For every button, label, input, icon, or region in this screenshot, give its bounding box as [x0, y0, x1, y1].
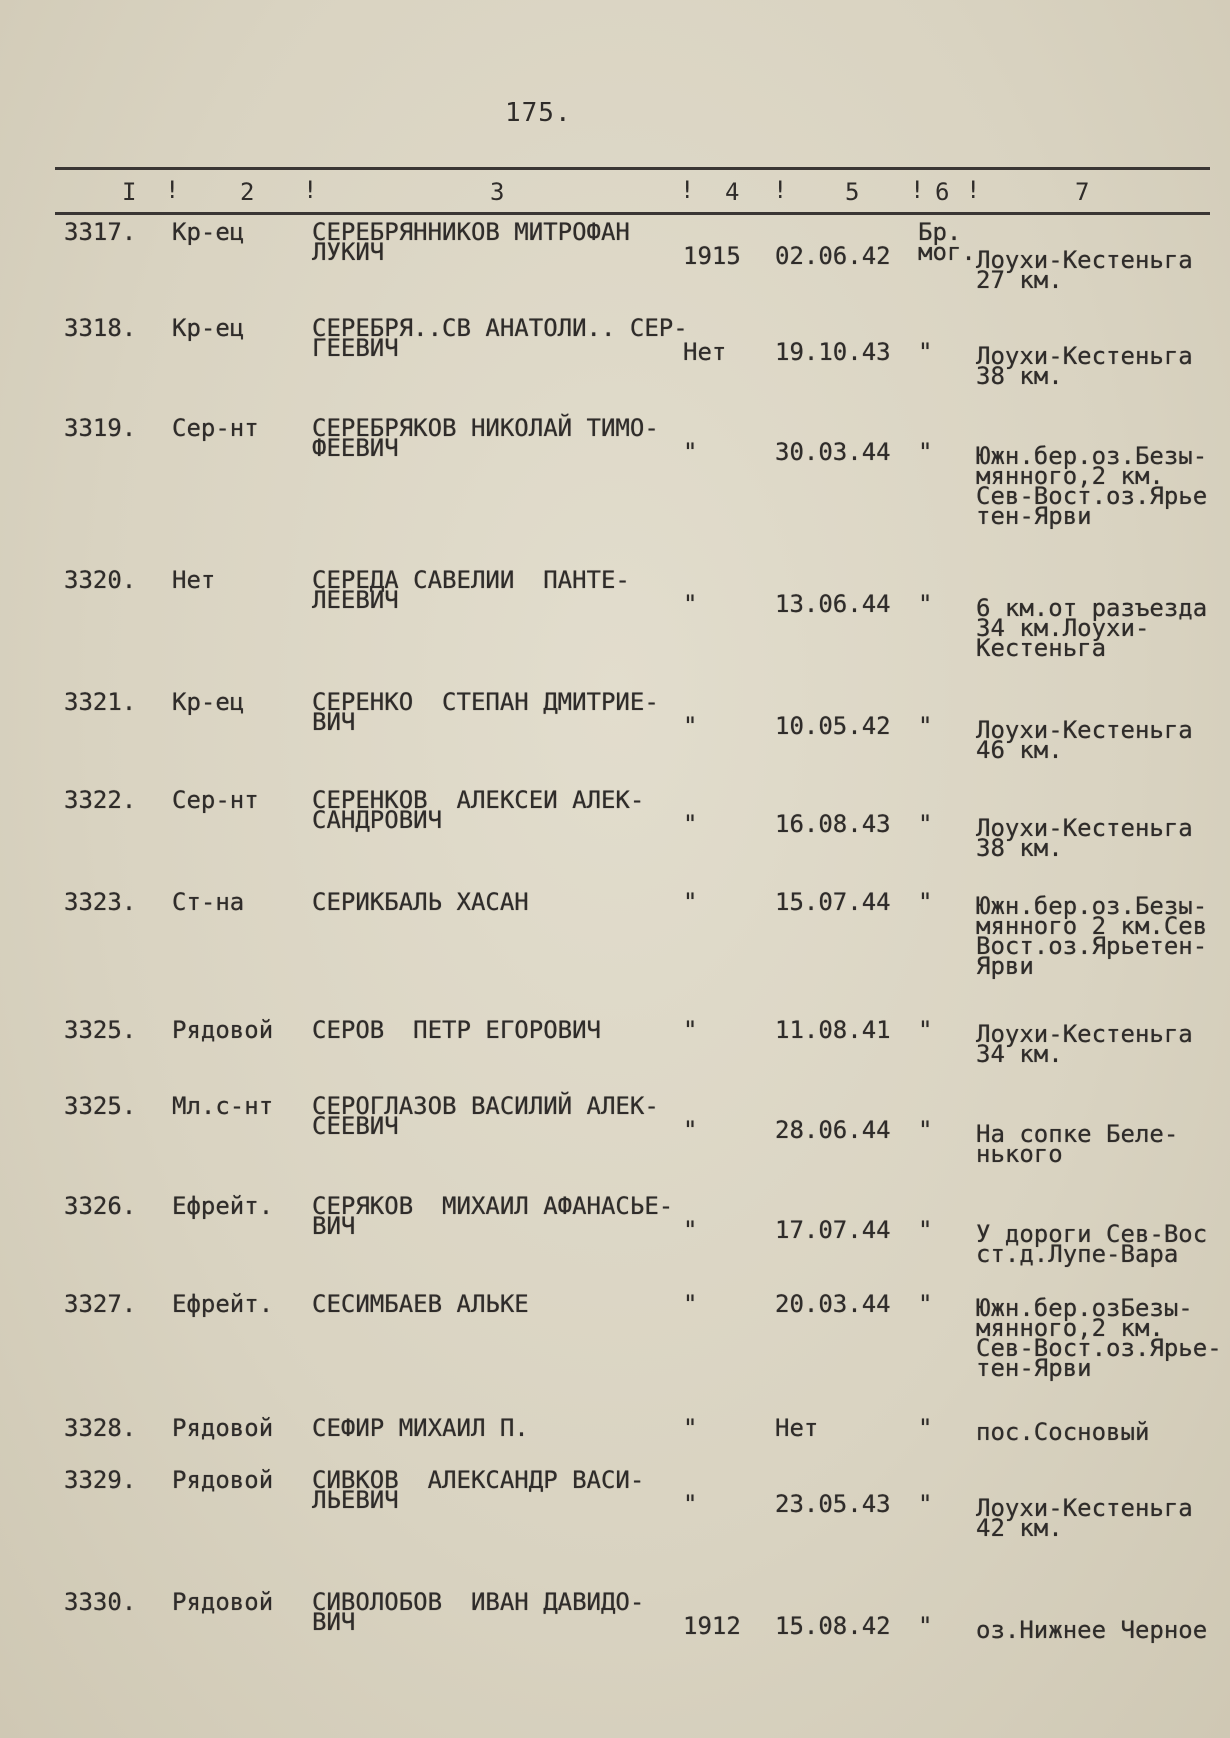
record-name-line1: СЕРЯКОВ МИХАИЛ АФАНАСЬЕ- [312, 1192, 674, 1220]
record-name-line2: ЛУКИЧ [312, 238, 385, 266]
record-place-line2: мянного,2 км. [976, 462, 1164, 490]
record-place-line2: нького [976, 1140, 1063, 1168]
record-place-line1: 6 км.от разъезда [976, 594, 1208, 622]
record-name-line1: СЕСИМБАЕВ АЛЬКЕ [312, 1290, 529, 1318]
record-name-line1: СЕРЕНКОВ АЛЕКСЕИ АЛЕК- [312, 786, 645, 814]
record-burial-type-cont: мог. [918, 238, 976, 266]
record-name-line2: СЕЕВИЧ [312, 1112, 399, 1140]
column-separator: ! [303, 176, 318, 204]
record-burial-type: " [918, 888, 933, 916]
record-burial-type: " [918, 1414, 933, 1442]
record-name-line1: СЕРЕБРЯКОВ НИКОЛАЙ ТИМО- [312, 414, 659, 442]
record-death-date: Нет [775, 1414, 819, 1442]
record-place-line1: Лоухи-Кестеньга [976, 716, 1193, 744]
record-birth-year: " [683, 1216, 698, 1244]
record-burial-type: " [918, 1290, 933, 1318]
record-place-line1: Лоухи-Кестеньга [976, 1494, 1193, 1522]
record-birth-year: " [683, 1016, 698, 1044]
column-header-2: 2 [240, 178, 255, 206]
record-burial-type: Бр. [918, 218, 962, 246]
record-burial-type: " [918, 338, 933, 366]
record-birth-year: " [683, 888, 698, 916]
record-death-date: 16.08.43 [775, 810, 891, 838]
column-separator: ! [910, 176, 925, 204]
record-name-line1: СЕРЕБРЯ..СВ АНАТОЛИ.. СЕР- [312, 314, 688, 342]
record-place-line1: Южн.бер.оз.Безы- [976, 892, 1208, 920]
record-number: 3317. [64, 218, 137, 246]
record-rank: Кр-ец [172, 688, 245, 716]
record-place-line2: мянного 2 км.Сев [976, 912, 1208, 940]
header-rule-bottom [55, 212, 1210, 215]
record-name-line2: ЛЕЕВИЧ [312, 586, 399, 614]
record-place-line1: Лоухи-Кестеньга [976, 342, 1193, 370]
record-place-line2: мянного,2 км. [976, 1314, 1164, 1342]
column-header-1: I [122, 178, 137, 206]
record-birth-year: " [683, 590, 698, 618]
record-rank: Сер-нт [172, 786, 259, 814]
record-place-line2: 42 км. [976, 1514, 1063, 1542]
record-death-date: 20.03.44 [775, 1290, 891, 1318]
header-rule-top [55, 167, 1210, 170]
record-name-line1: СЕРЕБРЯННИКОВ МИТРОФАН [312, 218, 630, 246]
record-rank: Кр-ец [172, 218, 245, 246]
column-separator: ! [680, 176, 695, 204]
record-birth-year: 1915 [683, 242, 741, 270]
record-birth-year: Нет [683, 338, 727, 366]
record-place-line4: тен-Ярви [976, 1354, 1092, 1382]
record-rank: Рядовой [172, 1016, 274, 1044]
record-place-line1: Лоухи-Кестеньга [976, 1020, 1193, 1048]
record-place-line2: 34 км. [976, 1040, 1063, 1068]
record-place-line3: Вост.оз.Ярьетен- [976, 932, 1208, 960]
record-place-line1: Южн.бер.озБезы- [976, 1294, 1193, 1322]
record-place-line3: Сев-Вост.оз.Ярье- [976, 1334, 1222, 1362]
record-name-line1: СЕРЕНКО СТЕПАН ДМИТРИЕ- [312, 688, 659, 716]
record-name-line2: ВИЧ [312, 1212, 356, 1240]
record-rank: Сер-нт [172, 414, 259, 442]
record-birth-year: " [683, 1116, 698, 1144]
record-death-date: 11.08.41 [775, 1016, 891, 1044]
column-header-7: 7 [1075, 178, 1090, 206]
column-header-5: 5 [845, 178, 860, 206]
record-death-date: 15.07.44 [775, 888, 891, 916]
record-burial-type: " [918, 1612, 933, 1640]
record-death-date: 23.05.43 [775, 1490, 891, 1518]
record-place-line1: Лоухи-Кестеньга [976, 814, 1193, 842]
column-header-3: 3 [490, 178, 505, 206]
record-place-line4: Ярви [976, 952, 1034, 980]
record-burial-type: " [918, 438, 933, 466]
record-death-date: 28.06.44 [775, 1116, 891, 1144]
record-death-date: 17.07.44 [775, 1216, 891, 1244]
record-death-date: 02.06.42 [775, 242, 891, 270]
record-birth-year: " [683, 1490, 698, 1518]
record-name-line2: ВИЧ [312, 708, 356, 736]
record-place-line2: 27 км. [976, 266, 1063, 294]
record-birth-year: " [683, 712, 698, 740]
record-rank: Кр-ец [172, 314, 245, 342]
column-header-4: 4 [725, 178, 740, 206]
record-place-line1: пос.Сосновый [976, 1418, 1150, 1446]
record-death-date: 30.03.44 [775, 438, 891, 466]
record-place-line1: Южн.бер.оз.Безы- [976, 442, 1208, 470]
record-birth-year: 1912 [683, 1612, 741, 1640]
record-name-line2: ВИЧ [312, 1608, 356, 1636]
record-burial-type: " [918, 1016, 933, 1044]
record-place-line2: 46 км. [976, 736, 1063, 764]
record-place-line3: Сев-Вост.оз.Ярье [976, 482, 1208, 510]
record-name-line2: САНДРОВИЧ [312, 806, 443, 834]
record-number: 3322. [64, 786, 137, 814]
record-place-line1: На сопке Беле- [976, 1120, 1179, 1148]
record-number: 3318. [64, 314, 137, 342]
column-separator: ! [773, 176, 788, 204]
record-name-line1: СЕРИКБАЛЬ ХАСАН [312, 888, 529, 916]
record-place-line2: 38 км. [976, 362, 1063, 390]
record-burial-type: " [918, 590, 933, 618]
record-death-date: 19.10.43 [775, 338, 891, 366]
record-death-date: 10.05.42 [775, 712, 891, 740]
record-name-line1: СИВОЛОБОВ ИВАН ДАВИДО- [312, 1588, 645, 1616]
record-birth-year: " [683, 1290, 698, 1318]
record-birth-year: " [683, 438, 698, 466]
record-number: 3328. [64, 1414, 137, 1442]
record-burial-type: " [918, 810, 933, 838]
record-burial-type: " [918, 712, 933, 740]
record-death-date: 13.06.44 [775, 590, 891, 618]
record-place-line1: У дороги Сев-Вос [976, 1220, 1208, 1248]
record-burial-type: " [918, 1116, 933, 1144]
record-number: 3319. [64, 414, 137, 442]
page-number: 175. [505, 98, 572, 128]
record-number: 3330. [64, 1588, 137, 1616]
record-name-line2: ЛЬЕВИЧ [312, 1486, 399, 1514]
record-death-date: 15.08.42 [775, 1612, 891, 1640]
record-name-line2: ФЕЕВИЧ [312, 434, 399, 462]
record-place-line2: 38 км. [976, 834, 1063, 862]
record-number: 3325. [64, 1016, 137, 1044]
record-place-line1: Лоухи-Кестеньга [976, 246, 1193, 274]
record-number: 3325. [64, 1092, 137, 1120]
record-name-line1: СЕРЕДА САВЕЛИИ ПАНТЕ- [312, 566, 630, 594]
record-rank: Нет [172, 566, 216, 594]
record-name-line2: ГЕЕВИЧ [312, 334, 399, 362]
record-rank: Рядовой [172, 1414, 274, 1442]
record-name-line1: СЕРОВ ПЕТР ЕГОРОВИЧ [312, 1016, 601, 1044]
record-burial-type: " [918, 1490, 933, 1518]
record-burial-type: " [918, 1216, 933, 1244]
record-number: 3321. [64, 688, 137, 716]
record-birth-year: " [683, 810, 698, 838]
record-place-line3: Кестеньга [976, 634, 1107, 662]
record-number: 3326. [64, 1192, 137, 1220]
record-rank: Рядовой [172, 1588, 274, 1616]
record-place-line2: ст.д.Лупе-Вара [976, 1240, 1179, 1268]
record-place-line4: тен-Ярви [976, 502, 1092, 530]
record-name-line1: СЕФИР МИХАИЛ П. [312, 1414, 529, 1442]
column-separator: ! [165, 176, 180, 204]
record-name-line1: СИВКОВ АЛЕКСАНДР ВАСИ- [312, 1466, 645, 1494]
record-rank: Ст-на [172, 888, 245, 916]
column-header-6: 6 [935, 178, 950, 206]
record-rank: Ефрейт. [172, 1192, 274, 1220]
record-place-line1: оз.Нижнее Черное [976, 1616, 1208, 1644]
record-birth-year: " [683, 1414, 698, 1442]
record-rank: Мл.с-нт [172, 1092, 274, 1120]
record-number: 3329. [64, 1466, 137, 1494]
record-place-line2: 34 км.Лоухи- [976, 614, 1150, 642]
column-separator: ! [966, 176, 981, 204]
record-number: 3320. [64, 566, 137, 594]
record-rank: Рядовой [172, 1466, 274, 1494]
record-number: 3323. [64, 888, 137, 916]
record-name-line1: СЕРОГЛАЗОВ ВАСИЛИЙ АЛЕК- [312, 1092, 659, 1120]
record-number: 3327. [64, 1290, 137, 1318]
record-rank: Ефрейт. [172, 1290, 274, 1318]
